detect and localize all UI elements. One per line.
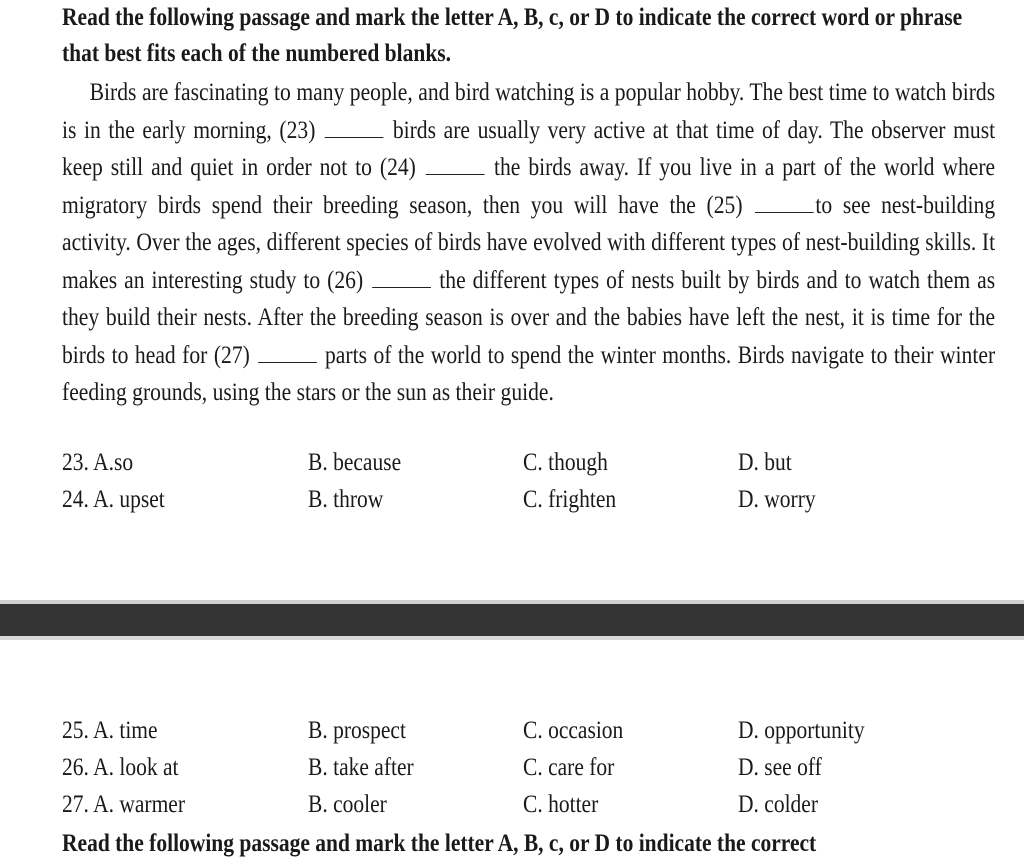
- divider-edge-bottom: [0, 636, 1024, 640]
- option-d: D. worry: [738, 486, 816, 513]
- option-b: B. take after: [308, 754, 414, 781]
- next-instruction-heading: Read the following passage and mark the letter A, B, c, or D to indicate the correct: [62, 830, 817, 857]
- option-c: C. hotter: [523, 791, 599, 818]
- question-row-27: [0, 791, 1024, 827]
- option-a: 23. A.so: [62, 449, 134, 476]
- passage-part-4: to see nest-building activity. Over the ages, different species of birds have evolved with different types of nest-building skills. It makes an interesting study to (26): [62, 191, 996, 294]
- option-a: 24. A. upset: [62, 486, 165, 513]
- option-c: C. though: [523, 449, 608, 476]
- blank-24: [426, 156, 485, 175]
- question-row-24: [0, 486, 1024, 522]
- option-b: B. throw: [308, 486, 384, 513]
- option-a: 25. A. time: [62, 717, 158, 744]
- option-a: 26. A. look at: [62, 754, 179, 781]
- question-row-25: [0, 717, 1024, 753]
- instruction-heading: Read the following passage and mark the letter A, B, c, or D to indicate the correct word or phrase that best fits each of the numbered blanks.: [62, 4, 963, 67]
- option-a: 27. A. warmer: [62, 791, 186, 818]
- option-b: B. prospect: [308, 717, 406, 744]
- passage-part-5: the different types of nests built by birds and to watch them as they build their nests. After the breeding season is over and the babies have left the nest, it is time for the birds to head for (27): [62, 266, 996, 369]
- option-c: C. frighten: [523, 486, 617, 513]
- option-d: D. see off: [738, 754, 822, 781]
- option-d: D. but: [738, 449, 792, 476]
- question-row-23: [0, 449, 1024, 485]
- option-c: C. occasion: [523, 717, 624, 744]
- option-c: C. care for: [523, 754, 615, 781]
- passage-part-2: birds are usually very active at that time of day. The observer must keep still and quiet in order not to (24): [62, 116, 996, 181]
- question-row-26: [0, 754, 1024, 790]
- passage-part-1: Birds are fascinating to many people, and bird watching is a popular hobby. The best time to watch birds is in the early morning, (23): [62, 79, 996, 144]
- dark-divider-band: [0, 604, 1024, 636]
- passage-part-3: the birds away. If you live in a part of the world where migratory birds spend their breeding season, then you will have the (25): [62, 154, 996, 219]
- blank-27: [258, 344, 317, 363]
- passage-part-6: parts of the world to spend the winter months. Birds navigate to their winter feeding grounds, using the stars or the sun as their guide.: [62, 341, 996, 406]
- option-d: D. colder: [738, 791, 819, 818]
- option-d: D. opportunity: [738, 717, 865, 744]
- blank-25: [755, 194, 814, 213]
- option-b: B. cooler: [308, 791, 387, 818]
- option-b: B. because: [308, 449, 402, 476]
- blank-23: [325, 119, 384, 138]
- passage-text: [62, 74, 995, 412]
- blank-26: [372, 269, 431, 288]
